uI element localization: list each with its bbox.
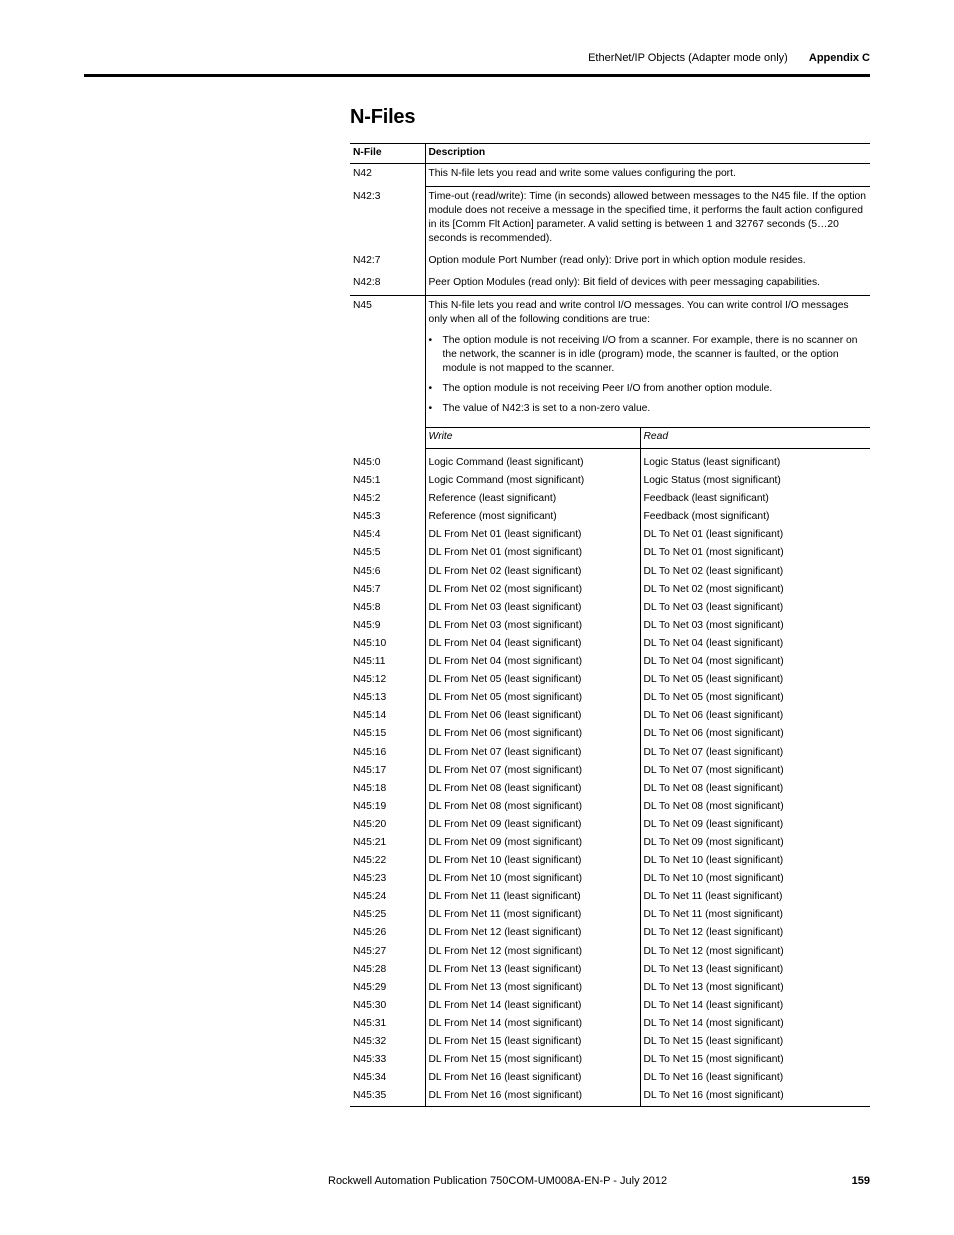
column-header-nfile: N-File (353, 147, 382, 158)
nfile-cell: N45:33 (353, 1054, 387, 1066)
read-cell: DL To Net 02 (most significant) (640, 582, 870, 600)
table-row (350, 835, 870, 853)
read-cell: DL To Net 03 (least significant) (640, 600, 870, 618)
write-cell: DL From Net 14 (least significant) (425, 998, 640, 1016)
read-cell: DL To Net 11 (least significant) (640, 889, 870, 907)
write-cell: DL From Net 09 (most significant) (425, 835, 640, 853)
nfile-cell: N45:5 (353, 547, 381, 559)
table-row (350, 509, 870, 527)
header-rule (84, 74, 870, 77)
table-row (350, 1034, 870, 1052)
write-cell: DL From Net 15 (most significant) (425, 1052, 640, 1070)
table-row (350, 962, 870, 980)
n45-intro-row (350, 296, 870, 428)
nfile-cell: N45:18 (353, 782, 387, 794)
write-cell: DL From Net 06 (least significant) (425, 708, 640, 726)
nfile-cell: N45:10 (353, 637, 387, 649)
table-row (350, 817, 870, 835)
table-row (350, 251, 870, 273)
write-cell: Reference (most significant) (425, 509, 640, 527)
write-cell: DL From Net 16 (least significant) (425, 1070, 640, 1088)
read-cell: DL To Net 14 (least significant) (640, 998, 870, 1016)
read-cell: DL To Net 10 (most significant) (640, 871, 870, 889)
nfile-cell: N45:4 (353, 529, 381, 541)
table-row (350, 654, 870, 672)
nfile-cell: N45:15 (353, 728, 387, 740)
read-column-label: Read (640, 428, 870, 449)
nfile-cell: N45:7 (353, 583, 381, 595)
running-header (588, 52, 870, 64)
table-row (350, 853, 870, 871)
nfile-cell: N45:23 (353, 873, 387, 885)
table-row (350, 187, 870, 252)
nfile-cell: N45:22 (353, 855, 387, 867)
read-cell: DL To Net 09 (most significant) (640, 835, 870, 853)
nfile-cell: N45:28 (353, 963, 387, 975)
write-cell: DL From Net 03 (most significant) (425, 618, 640, 636)
read-cell: DL To Net 08 (least significant) (640, 781, 870, 799)
write-cell: DL From Net 05 (most significant) (425, 690, 640, 708)
nfile-cell: N42:8 (353, 277, 381, 288)
read-cell: DL To Net 09 (least significant) (640, 817, 870, 835)
header-section-title: EtherNet/IP Objects (Adapter mode only) (588, 52, 788, 64)
nfile-cell: N45:19 (353, 800, 387, 812)
list-item: • The option module is not receiving I/O from a scanner. For example, there is no scanner on the network, the scanner is in idle (program) mode, the scanner is faulted, or the option module is not mapped to the scanner. (429, 334, 868, 376)
read-cell: DL To Net 06 (most significant) (640, 726, 870, 744)
nfile-cell: N45:16 (353, 746, 387, 758)
table-row (350, 1052, 870, 1070)
nfile-cell: N42 (353, 168, 372, 179)
write-cell: DL From Net 07 (least significant) (425, 745, 640, 763)
nfile-cell: N45:25 (353, 909, 387, 921)
read-cell: DL To Net 02 (least significant) (640, 564, 870, 582)
table-row (350, 164, 870, 187)
read-cell: DL To Net 15 (most significant) (640, 1052, 870, 1070)
n42-group (350, 164, 870, 296)
write-cell: DL From Net 14 (most significant) (425, 1016, 640, 1034)
read-cell: DL To Net 16 (least significant) (640, 1070, 870, 1088)
table-row (350, 690, 870, 708)
nfile-cell: N45:12 (353, 674, 387, 686)
write-cell: DL From Net 15 (least significant) (425, 1034, 640, 1052)
read-cell: DL To Net 03 (most significant) (640, 618, 870, 636)
nfile-cell: N45:2 (353, 493, 381, 505)
write-cell: DL From Net 06 (most significant) (425, 726, 640, 744)
read-cell: DL To Net 08 (most significant) (640, 799, 870, 817)
read-cell: DL To Net 10 (least significant) (640, 853, 870, 871)
table-row (350, 1016, 870, 1034)
write-cell: DL From Net 10 (most significant) (425, 871, 640, 889)
table-row (350, 491, 870, 509)
read-cell: DL To Net 06 (least significant) (640, 708, 870, 726)
table-row (350, 455, 870, 473)
nfile-cell: N45:21 (353, 836, 387, 848)
n-files-table (350, 143, 870, 1107)
write-cell: DL From Net 02 (most significant) (425, 582, 640, 600)
table-row (350, 980, 870, 998)
table-row (350, 799, 870, 817)
n45-condition-list (429, 334, 868, 416)
nfile-cell: N45:27 (353, 945, 387, 957)
nfile-cell: N42:3 (353, 190, 381, 202)
table-header-row (350, 144, 870, 164)
nfile-cell: N45:26 (353, 927, 387, 939)
write-cell: DL From Net 16 (most significant) (425, 1088, 640, 1107)
table-row (350, 871, 870, 889)
table-row (350, 636, 870, 654)
table-row (350, 1070, 870, 1088)
table-row (350, 527, 870, 545)
write-cell: DL From Net 04 (most significant) (425, 654, 640, 672)
read-cell: Logic Status (least significant) (640, 455, 870, 473)
nfile-cell: N45:24 (353, 891, 387, 903)
read-cell: DL To Net 05 (least significant) (640, 672, 870, 690)
read-cell: DL To Net 12 (least significant) (640, 925, 870, 943)
write-cell: DL From Net 07 (most significant) (425, 763, 640, 781)
write-cell: Logic Command (least significant) (425, 455, 640, 473)
header-appendix-label: Appendix C (808, 52, 870, 64)
read-cell: Feedback (most significant) (640, 509, 870, 527)
nfile-cell: N45:8 (353, 601, 381, 613)
n45-nfile-cell: N45 (353, 300, 372, 311)
description-cell: This N-file lets you read and write some values configuring the port. (425, 164, 870, 187)
write-cell: DL From Net 10 (least significant) (425, 853, 640, 871)
read-cell: DL To Net 05 (most significant) (640, 690, 870, 708)
read-cell: DL To Net 04 (least significant) (640, 636, 870, 654)
table-row (350, 582, 870, 600)
column-header-description: Description (425, 144, 870, 164)
write-cell: DL From Net 09 (least significant) (425, 817, 640, 835)
nfile-cell: N45:29 (353, 981, 387, 993)
description-cell: Option module Port Number (read only): Drive port in which option module resides. (425, 251, 870, 273)
nfile-cell: N45:1 (353, 475, 381, 487)
table-row (350, 998, 870, 1016)
table-row (350, 1088, 870, 1107)
write-cell: DL From Net 11 (least significant) (425, 889, 640, 907)
read-cell: DL To Net 12 (most significant) (640, 944, 870, 962)
n45-description-cell (425, 296, 870, 428)
nfile-cell: N45:6 (353, 565, 381, 577)
table-row (350, 618, 870, 636)
read-cell: DL To Net 04 (most significant) (640, 654, 870, 672)
nfile-cell: N45:11 (353, 656, 386, 668)
write-read-subheader-row (350, 428, 870, 449)
table-row (350, 473, 870, 491)
n45-group (350, 296, 870, 456)
table-row (350, 564, 870, 582)
nfile-cell: N45:13 (353, 692, 387, 704)
nfile-cell: N45:3 (353, 511, 381, 523)
nfile-cell: N45:9 (353, 619, 381, 631)
nfile-cell: N42:7 (353, 255, 381, 266)
write-cell: DL From Net 08 (most significant) (425, 799, 640, 817)
read-cell: Feedback (least significant) (640, 491, 870, 509)
read-cell: DL To Net 15 (least significant) (640, 1034, 870, 1052)
list-item: • The value of N42:3 is set to a non-zero value. (429, 402, 868, 416)
read-cell: DL To Net 14 (most significant) (640, 1016, 870, 1034)
page-number: 159 (851, 1175, 870, 1187)
description-cell: Time-out (read/write): Time (in seconds) allowed between messages to the N45 file. If the option module does not receive a message in the specified time, it performs the fault action configured in its [Comm Flt Action] parameter. A valid setting is between 1 and 32767 seconds (5…20 seconds is recommended). (425, 187, 870, 252)
write-cell: Logic Command (most significant) (425, 473, 640, 491)
write-cell: DL From Net 12 (most significant) (425, 944, 640, 962)
table-row (350, 726, 870, 744)
n45-data-rows (350, 455, 870, 1107)
table-row (350, 781, 870, 799)
write-column-label: Write (425, 428, 640, 449)
n45-description-text: This N-file lets you read and write control I/O messages. You can write control I/O messages only when all of the following conditions are true: (428, 300, 849, 325)
nfile-cell: N45:30 (353, 999, 387, 1011)
description-cell: Peer Option Modules (read only): Bit field of devices with peer messaging capabilities. (425, 273, 870, 296)
table-row (350, 600, 870, 618)
read-cell: DL To Net 16 (most significant) (640, 1088, 870, 1107)
read-cell: DL To Net 07 (most significant) (640, 763, 870, 781)
write-cell: DL From Net 01 (least significant) (425, 527, 640, 545)
table-row (350, 907, 870, 925)
nfile-cell: N45:20 (353, 818, 387, 830)
nfile-cell: N45:17 (353, 764, 387, 776)
table-row (350, 672, 870, 690)
write-cell: DL From Net 12 (least significant) (425, 925, 640, 943)
list-item: • The option module is not receiving Peer I/O from another option module. (429, 382, 868, 396)
nfile-cell: N45:0 (353, 457, 381, 468)
write-cell: DL From Net 01 (most significant) (425, 545, 640, 563)
table-row (350, 708, 870, 726)
table-row (350, 889, 870, 907)
footer-publication: Rockwell Automation Publication 750COM-UM008A-EN-P - July 2012 (328, 1175, 668, 1187)
table-row (350, 745, 870, 763)
nfile-cell: N45:35 (353, 1090, 387, 1102)
read-cell: DL To Net 11 (most significant) (640, 907, 870, 925)
write-cell: DL From Net 13 (least significant) (425, 962, 640, 980)
write-cell: DL From Net 02 (least significant) (425, 564, 640, 582)
read-cell: DL To Net 01 (most significant) (640, 545, 870, 563)
nfile-cell: N45:34 (353, 1072, 387, 1084)
read-cell: DL To Net 13 (most significant) (640, 980, 870, 998)
write-cell: DL From Net 03 (least significant) (425, 600, 640, 618)
write-cell: DL From Net 04 (least significant) (425, 636, 640, 654)
table-row (350, 925, 870, 943)
nfile-cell: N45:31 (353, 1017, 387, 1029)
table-row (350, 944, 870, 962)
nfile-cell: N45:14 (353, 710, 387, 722)
write-cell: DL From Net 11 (most significant) (425, 907, 640, 925)
write-cell: DL From Net 05 (least significant) (425, 672, 640, 690)
read-cell: DL To Net 01 (least significant) (640, 527, 870, 545)
nfile-cell: N45:32 (353, 1036, 387, 1047)
read-cell: DL To Net 07 (least significant) (640, 745, 870, 763)
write-cell: Reference (least significant) (425, 491, 640, 509)
write-cell: DL From Net 08 (least significant) (425, 781, 640, 799)
table-row (350, 763, 870, 781)
page-title: N-Files (350, 106, 416, 128)
read-cell: DL To Net 13 (least significant) (640, 962, 870, 980)
table-row (350, 545, 870, 563)
table-row (350, 273, 870, 296)
read-cell: Logic Status (most significant) (640, 473, 870, 491)
write-cell: DL From Net 13 (most significant) (425, 980, 640, 998)
